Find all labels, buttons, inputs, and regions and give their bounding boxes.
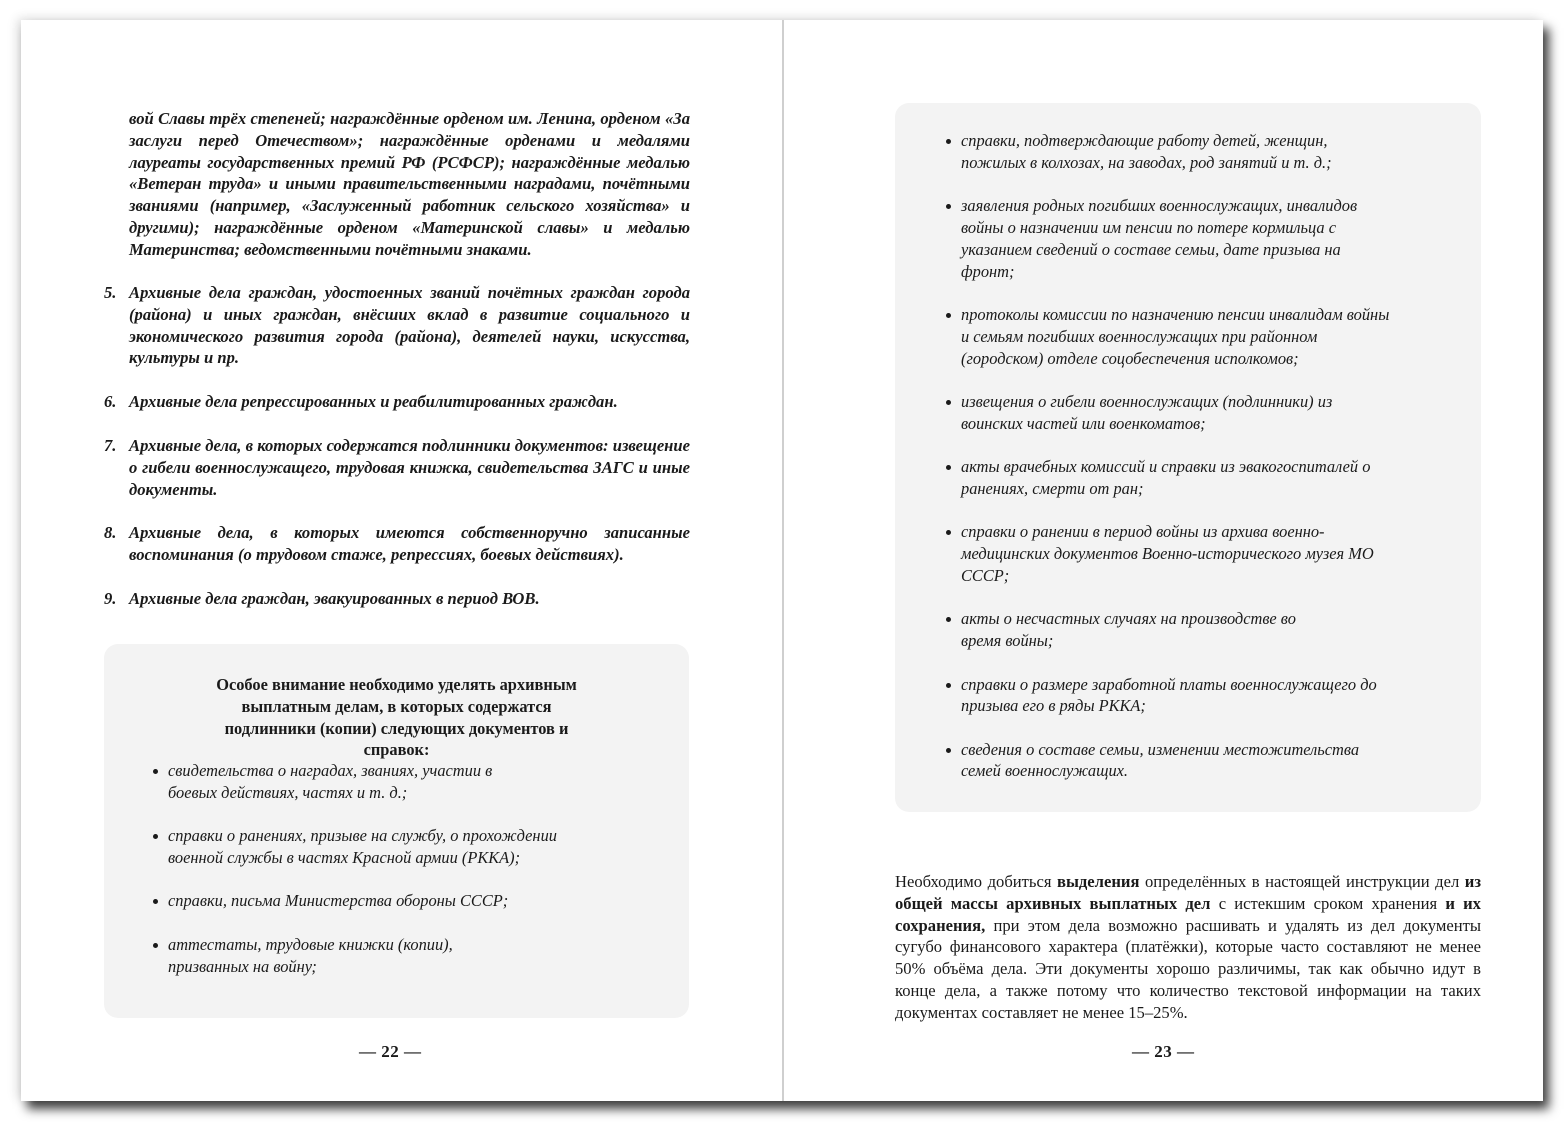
bullet-item: свидетельства о наградах, званиях, участии в боевых действиях, частях и т. д.;: [152, 760, 672, 804]
bullet-icon: [153, 899, 158, 904]
bullet-item: акты врачебных комиссий и справки из эвакогоспиталей о ранениях, смерти от ран;: [945, 456, 1465, 500]
numbered-list: [104, 282, 690, 632]
item-number: 8.: [104, 523, 117, 543]
callout-box: [895, 103, 1481, 812]
page-number: — 23 —: [1132, 1042, 1195, 1061]
emphasis: и их сохранения,: [895, 893, 1481, 935]
left-page: [21, 20, 782, 1101]
page-number: — 22 —: [359, 1042, 422, 1061]
callout-box: [104, 644, 689, 1018]
bullet-icon: [153, 769, 158, 774]
item-text: Архивные дела граждан, удостоенных званий почётных граждан города (района) и иных граждан, внёсших вклад в развитие социального и экономического развития города (района), деятелей науки, искусства, культуры и пр.: [129, 283, 690, 368]
continuation-paragraph: вой Славы трёх степеней; награждённые орденом им. Ленина, орденом «За заслуги перед Отечеством»; награждённые орденами и медалями лауреаты государственных премий РФ (РСФСР); награждённые медалью «Ветеран труда» и иными правительственными наградами, почётными званиями (например, «Заслуженный работник сельского хозяйства» и другими); награждённые орденом «Материнской славы» и медалью Материнства; ведомственными почётными знаками.: [129, 109, 690, 259]
bullet-icon: [153, 943, 158, 948]
right-page: [784, 20, 1543, 1101]
item-number: 9.: [104, 588, 117, 608]
bullet-item: заявления родных погибших военнослужащих, инвалидов войны о назначении им пенсии по потере кормильца с указанием сведений о составе семьи, дате призыва на фронт;: [945, 195, 1465, 282]
emphasis: из общей массы архивных выплатных дел: [895, 872, 1481, 913]
bullet-item: справки о размере заработной платы военнослужащего до призыва его в ряды РККА;: [945, 674, 1465, 718]
callout-bullets: [945, 130, 1465, 804]
bullet-icon: [946, 683, 951, 688]
bullet-icon: [946, 530, 951, 535]
bullet-item: справки, письма Министерства обороны СССР;: [152, 890, 672, 912]
bullet-item: справки о ранении в период войны из архива военно-медицинских документов Военно-исторического музея МО СССР;: [945, 521, 1465, 586]
item-text: Архивные дела граждан, эвакуированных в период ВОВ.: [129, 588, 540, 608]
item-number: 5.: [104, 283, 117, 302]
item-text: Архивные дела, в которых имеются собственноручно записанные воспоминания (о трудовом стаже, репрессиях, боевых действиях).: [129, 523, 690, 565]
list-item: [104, 391, 690, 413]
bullet-item: справки, подтверждающие работу детей, женщин, пожилых в колхозах, на заводах, род занятий и т. д.;: [945, 130, 1465, 174]
bullet-item: справки о ранениях, призыве на службу, о прохождении военной службы в частях Красной армии (РККА);: [152, 825, 672, 869]
bullet-icon: [946, 465, 951, 470]
bullet-icon: [946, 139, 951, 144]
item-text: Архивные дела, в которых содержатся подлинники документов: извещение о гибели военнослужащего, трудовая книжка, свидетельства ЗАГС и иные документы.: [129, 435, 690, 499]
bullet-icon: [946, 400, 951, 405]
list-item: [104, 435, 690, 500]
callout-bullets: [152, 760, 672, 999]
emphasis: выделения: [1057, 872, 1140, 891]
callout-title: Особое внимание необходимо уделять архивным выплатным делам, в которых содержатся подлинники (копии) следующих документов и справок:: [216, 675, 577, 760]
list-item: [104, 282, 690, 369]
bullet-icon: [946, 313, 951, 318]
item-number: 7.: [104, 435, 117, 455]
bullet-icon: [153, 834, 158, 839]
bullet-item: извещения о гибели военнослужащих (подлинники) из воинских частей или военкоматов;: [945, 391, 1465, 435]
bullet-item: аттестаты, трудовые книжки (копии), призванных на войну;: [152, 934, 672, 978]
list-item: [104, 588, 690, 610]
bullet-item: сведения о составе семьи, изменении местожительства семей военнослужащих.: [945, 739, 1465, 783]
bullet-icon: [946, 617, 951, 622]
bullet-icon: [946, 204, 951, 209]
item-number: 6.: [104, 392, 117, 412]
bullet-item: протоколы комиссии по назначению пенсии инвалидам войны и семьям погибших военнослужащих при районном (городском) отделе соцобеспечения исполкомов;: [945, 304, 1465, 369]
list-item: [104, 522, 690, 566]
item-text: Архивные дела репрессированных и реабилитированных граждан.: [129, 392, 618, 412]
bullet-icon: [946, 748, 951, 753]
body-paragraph: Необходимо добиться выделения определённых в настоящей инструкции дел из общей массы архивных выплатных дел с истекшим сроком хранения и их сохранения, при этом дела возможно расшивать и удалять из дел документы сугубо финансового характера (платёжки), которые часто составляют не менее 50% объёма дела. Эти документы хорошо различимы, так как обычно идут в конце дела, а также потому что количество текстовой информации на таких документах составляет не менее 15–25%.: [895, 872, 1481, 1022]
book-spread: [21, 20, 1543, 1101]
bullet-item: акты о несчастных случаях на производстве во время войны;: [945, 608, 1465, 652]
